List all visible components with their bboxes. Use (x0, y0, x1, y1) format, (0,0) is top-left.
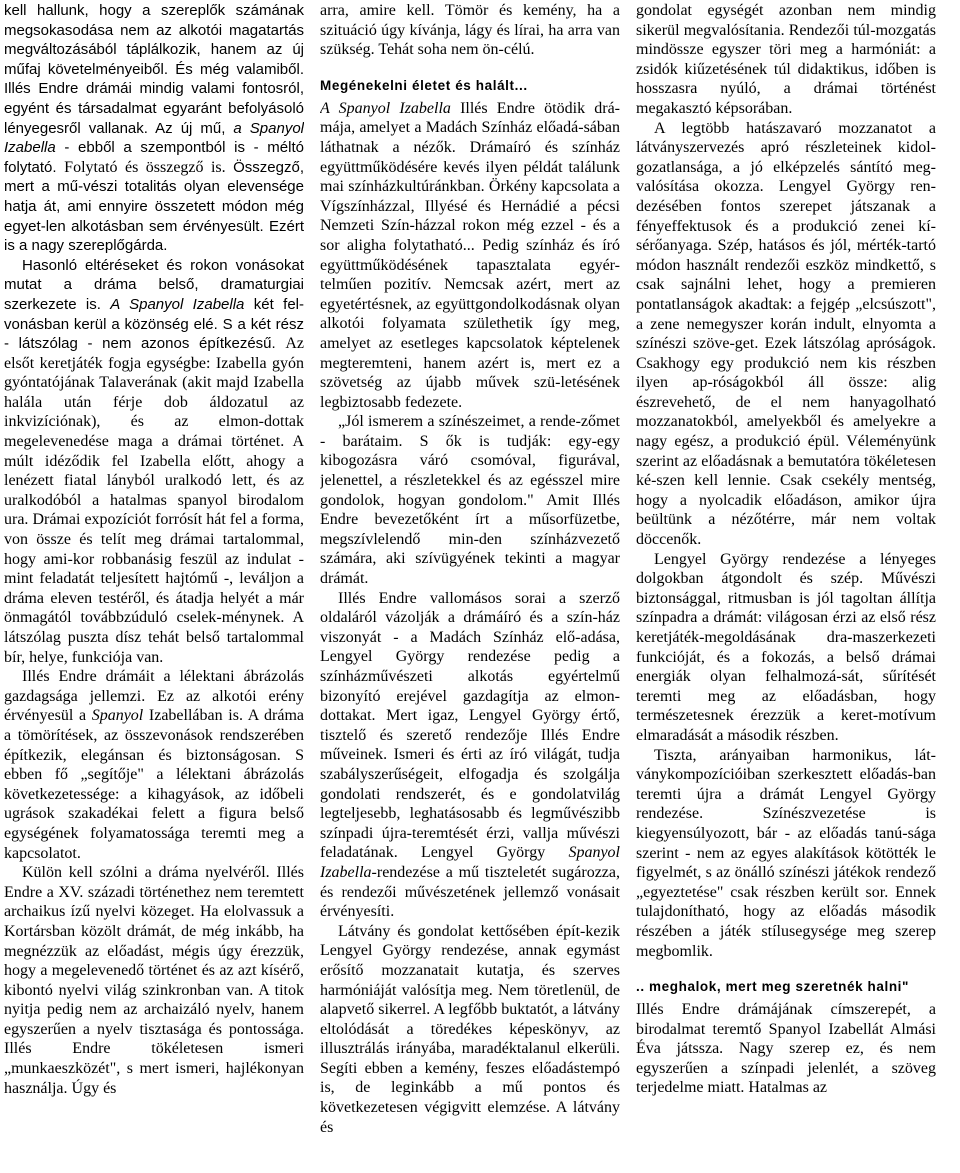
paragraph (320, 922, 620, 1138)
text-run: Illés Endre ötödik drá-mája, amelyet a Madách Színház előadá-sában láthatnak a nézők. Drámaíró és színház együttműködésére kevés ilyen példát találunk mai színházkultúránkban. Örkény kapcsolata a Vígszínházzal, Illyésé és Hernádié a pécsi Nemzeti Szín-házzal rokon még ezzel - és a sor aligha folytatható... Pedig színház és író együttműködésének tapasztalata egyér-telműen pozitív. Nemcsak azért, mert az egyetértésnek, az együttgondolkodásnak olyan alkotói folyamata születhetik így meg, amelyet az esetleges kapcsolatok képtelenek megteremteni, hanem azért is, mert ez a szövetség az újabb művek szü-letésének legbiztosabb fedezete. (320, 99, 620, 411)
text-run: arra, amire kell. Tömör és kemény, ha a szituáció úgy kívánja, lágy és lírai, ha arra van szükség. Tehát soha nem ön-célú. (320, 2, 620, 59)
text-run: gondolat egységét azonban nem mindig sikerül megvalósítania. Rendezői túl-mozgatás mindössze egyszer töri meg a harmóniát: a zsidók kiűzetésének túl didaktikus, időben is hosszasra nyúló, a drámai történést megakasztó képsorában. (636, 2, 936, 117)
paragraph (636, 1, 936, 119)
section-heading: .. meghalok, mert meg szeretnék halni" (636, 979, 910, 995)
paragraph (320, 412, 620, 588)
text-run: Látvány és gondolat kettősében épít-kezik Lengyel György rendezése, annak egymást erősítő mozzanatait kutatja, és szerves harmóniáját valósítja meg. Nem töretlenül, de alapvető sikerrel. A legfőbb buktatót, a látvány eltolódását a töredékes képeskönyv, az illusztrálás irányába, maradéktalanul elkerüli. Segíti ebben a kemény, feszes előadástempó is, de leginkább a mű pontos és következetesen végigvitt elemzése. A látvány és (320, 922, 620, 1136)
text-run: Illés Endre drámáit a lélektani ábrázolás gazdagsága jellemzi. Ez az alkotói erény érvényesül a (4, 668, 304, 725)
text-run: -rendezése a mű tiszteletét sugározza, és rendezői művészetének jellemző vonásait érvényesíti. (320, 863, 620, 921)
text-column-3 (636, 1, 936, 1173)
paragraph (4, 863, 304, 1098)
paragraph (4, 256, 304, 667)
paragraph (4, 667, 304, 863)
paragraph (4, 1, 304, 256)
text-run: kell hallunk, hogy a szereplők számának megsokasodása nem az alkotói magatartás megváltozásából táplálkozik, hanem az új műfaj követelményeiből. És még valamiből. Illés Endre drámái mindig valami fontosról, egyént és társadalmat egyaránt befolyásoló lényegesről vallanak. (4, 2, 304, 137)
text-run: a Spanyol Izabella (4, 119, 304, 157)
text-run: „Jól ismerem a színészeimet, a rende-zőmet - barátaim. S ők is tudják: egy-egy kibogozásra váró csomóval, figurával, jelenettel, a részletekkel és az egésszel mire gondolok, hogyan gondolom." Amit Illés Endre bevezetőként írt a műsorfüzetbe, megszívlelendő min-den színházvezető számára, aki szívügyének tekinti a magyar drámát. (320, 413, 620, 588)
paragraph (320, 1, 620, 60)
text-run: A Spanyol Izabella (320, 99, 451, 117)
text-run: Tiszta, arányaiban harmonikus, lát-ványkompozícióiban szerkesztett előadás-ban teremti újra a drámát Lengyel György rendezése. Színészvezetése is kiegyensúlyozott, bár - az előadás tanú-sága szerint - nem az egyes alakítások kötötték le figyelmét, s az önálló színészi játékok rendező „egyeztetése" csak részben került sor. Ennek tulajdonítható, hogy az előadás második részében a játék stílusegysége meg szerep megbomlik. (636, 746, 936, 960)
paragraph (320, 99, 620, 413)
paragraph (320, 589, 620, 922)
text-run: A Spanyol Izabella (110, 295, 245, 313)
text-run: Az elsőt keretjáték fogja egységbe: Izabella gyón gyóntatójának Talaverának (akit majd Izabella halála után férje dob áldozatul az inkvizíciónak), és az elmon-dottak megelevenedése maga a drámai történet. A múlt idéződik fel Izabella előtt, ahogy a lenézett fiatal lányból uralkodó lett, és az uralkodóból a hatalmas spanyol birodalom ura. Drámai expozíciót forrósít hát fel a forma, von össze és telít meg drámai tartalommal, hogy ami-kor robbanásig feszül az indulat - mint feladatát teljesített hajtómű -, leváljon a dráma eleven testéről, és átadja helyét a már önmagától továbbzúduló cselek-ménynek. A látszólag puszta dísz tehát belső tartalommal bír, helye, funkciója van. (4, 335, 304, 666)
paragraph (636, 119, 936, 550)
text-column-2 (320, 1, 620, 1173)
text-run: A legtöbb hatászavaró mozzanatot a látványszervezés apró részleteinek kidol-gozatlansága, a jó elképzelés sántító meg-valósítása okozza. Lengyel György ren-dezésében fontos szerepet játszanak a fényeffektusok és a produkció zenei kí-sérőanyaga. Szép, hatásos és jól, mérték-tartó módon használt rendezői eszköz mindkettő, s csak sajnálni lehet, hogy a premieren pontatlanságok akadtak: a fejgép „elcsúszott", a zene nemegyszer korán indult, elnyomta a színészi szöve-get. Ezek látszólag apróságok. Csakhogy egy produkció nem kis részben ilyen ap-róságokból áll össze: alig észrevehető, de el nem hanyagolható mozzanatokból, amelyekből és amelyekre a nagy egész, a produkció épül. Véleményünk szerint az előadásnak a bemutatóra tökéletesen ké-szen kell lennie. Csak csekély mentség, hogy a nyolcadik előadáson, amikor újra beültünk a nézőtérre, már nem voltak döccenők. (636, 119, 936, 549)
text-run: Összegző, mert a mű-vészi totalitás olyan elevensége hatja át, ami ennyire összetett módon még egyet-len alkotásban sem érvényesült. Ezért is a nagy szereplőgárda. (4, 158, 304, 255)
text-run: Illés Endre vallomásos sorai a szerző oldaláról vázolják a drámáíró és a szín-ház viszonyát - a Madách Színház elő-adása, Lengyel György rendezése pedig a színházművészeti alkotás egyértelmű bizonyító erejével gazdagítja az elmon-dottakat. Mert igaz, Lengyel György értő, tisztelő és szerető rendezője Illés Endre műveinek. Ismeri és érti az író világát, tudja szabályszerűségeit, elfogadja és szolgálja gondolati rendszerét, és e gondolatvilág legteljesebb, leghatásosabb és legművészibb színpadi újra-teremtését érzi, vallja művészi feladatának. Lengyel György (320, 589, 620, 862)
text-run: Folytató és összegző is. (64, 158, 234, 176)
text-run: Izabellában is. A dráma a tömörítések, az összevonások rendszerében építkezik, elegánsan és biztonságosan. S ebben fő „segítője" a lélektani ábrázolás következetessége: a kihagyások, az időbeli ugrások szakadékai felett a figura belső egységének folyamatossága teremti meg a kapcsolatot. (4, 707, 304, 862)
text-column-1 (4, 1, 304, 1173)
paragraph (636, 550, 936, 746)
text-run: Spanyol Izabella (320, 844, 620, 881)
text-run: Külön kell szólni a dráma nyelvéről. Illés Endre a XV. századi történethez nem teremtett archaikus ízű nyelvi közeget. Ha elolvassuk a Kortársban közölt drámát, de még inkább, ha megnézzük az előadást, mégis úgy érezzük, hogy a megelevenedő történet és az azt kísérő, kibontó nyelvi világ szinkronban van. A titok nyitja pedig nem az archaizáló nyelv, hanem egyszerűen a nyelv tisztasága és pontossága. Illés Endre tökéletesen ismeri „munkaeszközét", s mert ismeri, hajlékonyan használja. Úgy és (4, 864, 304, 1097)
paragraph (636, 1000, 936, 1098)
text-run: Illés Endre drámájának címszerepét, a birodalmat teremtő Spanyol Izabellát Almási Éva játssza. Nagy szerep ez, és nem egyszerűen a színpadi jelenlét, a szöveg terjedelme miatt. Hatalmas az (636, 1001, 936, 1097)
text-run: Hasonló eltéréseket és rokon vonásokat mutat a dráma belső, dramaturgiai szerkezete is. (4, 256, 304, 313)
text-run: Lengyel György rendezése a lényeges dolgokban átgondolt és szép. Művészi biztonsággal, ritmusban is jól tagoltan állítja színpadra a drámát: világosan érzi az első rész keretjáték-megoldásának dra-maszerkezeti funkcióját, és a fokozás, a belső drámai energiák olyan felhalmozá-sát, sűrítését teremti meg az előadásban, hogy természetesnek érezzük a keret-motívum elmaradását a második részben. (636, 550, 936, 744)
text-run: - ebből a szempontból is - méltó folytató. (4, 139, 304, 176)
text-run: Spanyol (91, 707, 144, 725)
text-run: Az új mű, (155, 119, 234, 137)
paragraph (636, 746, 936, 962)
section-heading: Megénekelni életet és halált... (320, 77, 528, 93)
text-run: két fel-vonásban kerül a közönség elé. S a két rész - látszólag - nem azonos építkezésű. (4, 295, 304, 353)
